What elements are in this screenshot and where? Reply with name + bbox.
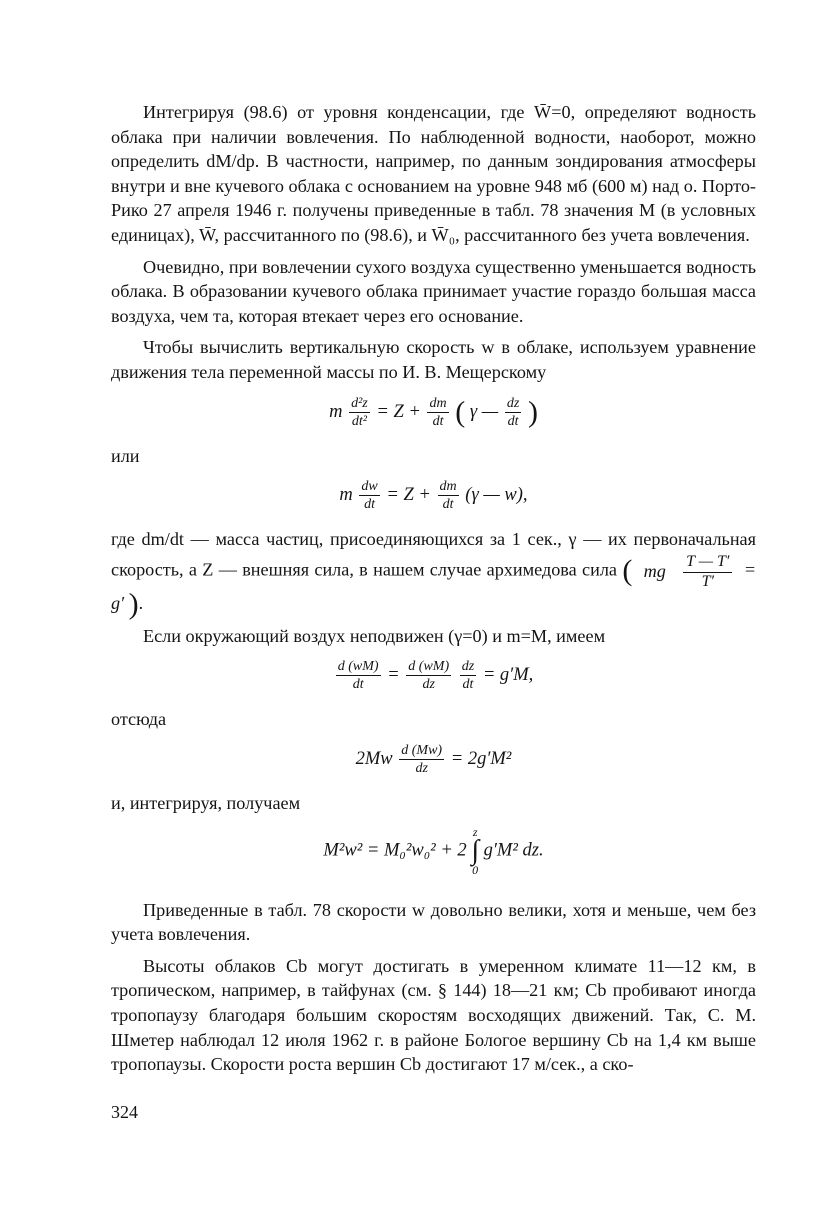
- eq4-frac-num: d (Mw): [401, 743, 443, 759]
- page-content: [111, 100, 756, 1077]
- equation-5: [111, 826, 756, 876]
- eq4-tail: = 2g′M²: [450, 748, 512, 769]
- eq5-lhs: M²w² = M₀²w₀² + 2: [323, 839, 467, 860]
- eq2-lhs: m: [339, 484, 353, 505]
- eq1-frac-1-den: dt²: [351, 413, 367, 429]
- paragraph-4-text: где dm/dt — масса частиц, присоединяющихся за 1 сек., γ — их первоначальная скорость, а Z — внешняя сила, в нашем случае архимедова сила: [111, 529, 756, 580]
- paragraph-1: Интегрируя (98.6) от уровня конденсации, где W̄=0, определяют водность облака при наличии вовлечения. По наблюденной водности, наоборот, можно определить dM/dp. В частности, например, по данным зондирования атмосферы внутри и вне кучевого облака с основанием на уровне 948 мб (600 м) над о. Порто-Рико 27 апреля 1946 г. получены приведенные в табл. 78 значения M (в условных единицах), W̄, рассчитанного по (98.6), и W̄₀, рассчитанного без учета вовлечения.: [111, 102, 756, 245]
- eq3-frac-2: [406, 658, 451, 693]
- equation-meshchersky-1: [111, 395, 756, 430]
- eq1-frac-3-num: dz: [506, 395, 520, 411]
- page-number: 324: [111, 1102, 138, 1122]
- paragraph-2: Очевидно, при вовлечении сухого воздуха существенно уменьшается водность облака. В образовании кучевого облака принимает участие гораздо большая масса воздуха, чем та, которая втекает через его основание.: [111, 256, 756, 326]
- eq5-tail: g′M² dz.: [483, 839, 544, 860]
- paragraph-6: Приведенные в табл. 78 скорости w довольно велики, хотя и меньше, чем без учета вовлечения.: [111, 899, 756, 945]
- integral-sign: z ∫ 0: [471, 824, 479, 877]
- eq3-frac-2-num: d (wM): [408, 659, 450, 675]
- eq4-frac-den: dz: [415, 761, 428, 777]
- eq3-frac-3-num: dz: [461, 659, 475, 675]
- label-integrating: и, интегрируя, получаем: [111, 793, 301, 814]
- equation-3: [111, 658, 756, 693]
- eq3-eq-sign: =: [387, 665, 400, 686]
- eq1-frac-1-num: d²z: [351, 395, 368, 411]
- arch-frac: [683, 552, 732, 591]
- eq1-frac-2-num: dm: [429, 395, 447, 411]
- label-or: или: [111, 445, 140, 466]
- eq1-frac-1: [349, 395, 370, 430]
- eq2-tail: (γ — w),: [465, 484, 528, 505]
- arch-paren-close: ): [128, 587, 139, 621]
- eq2-frac-1-den: dt: [364, 497, 376, 513]
- eq1-lhs: m: [329, 401, 343, 422]
- eq3-frac-1: [336, 658, 381, 693]
- paragraph-3: Чтобы вычислить вертикальную скорость w в облаке, используем уравнение движения тела переменной массы по И. В. Мещерскому: [111, 337, 756, 382]
- eq3-tail: = g′M,: [482, 665, 534, 686]
- eq1-mid: = Z +: [376, 401, 421, 422]
- eq3-frac-2-den: dz: [422, 677, 435, 693]
- arch-paren-open: (: [622, 553, 633, 587]
- eq2-frac-2-num: dm: [439, 479, 457, 495]
- eq3-frac-3: [460, 658, 476, 693]
- paragraph-4: где dm/dt — масса частиц, присоединяющихся за 1 сек., γ — их первоначальная скорость, а Z — внешняя сила, в нашем случае архимедова сила ( mg $\frac{T — T'}{T'}$ = g′ ).: [111, 529, 756, 621]
- paragraph-5: Если окружающий воздух неподвижен (γ=0) и m=M, имеем: [143, 625, 606, 646]
- eq4-frac: [399, 742, 444, 777]
- eq2-mid: = Z +: [386, 484, 431, 505]
- eq1-frac-3: [505, 395, 521, 430]
- eq4-lhs: 2Mw: [355, 748, 393, 769]
- eq3-frac-1-num: d (wM): [337, 659, 379, 675]
- arch-tail: = g′: [111, 559, 756, 613]
- equation-meshchersky-2: [111, 478, 756, 513]
- eq2-frac-2-den: dt: [442, 497, 454, 513]
- integral-upper-limit: z: [472, 824, 478, 839]
- equation-4: [111, 742, 756, 777]
- eq1-frac-2: [427, 395, 448, 430]
- eq1-frac-3-den: dt: [507, 413, 519, 429]
- label-hence: отсюда: [111, 709, 167, 730]
- eq2-frac-1-num: dw: [361, 479, 378, 495]
- eq2-frac-2: [438, 478, 459, 513]
- eq1-frac-2-den: dt: [432, 413, 444, 429]
- integral-lower-limit: 0: [472, 862, 479, 877]
- arch-frac-num: T — T′: [683, 552, 732, 573]
- eq1-paren-content: γ —: [469, 401, 499, 422]
- arch-frac-den: T′: [701, 572, 714, 590]
- eq2-frac-1: [359, 478, 379, 513]
- eq1-paren-close: ): [527, 395, 538, 429]
- eq3-frac-3-den: dt: [462, 677, 474, 693]
- arch-m: [644, 559, 666, 584]
- paragraph-7: Высоты облаков Cb могут достигать в умеренном климате 11—12 км, в тропическом, например, в тайфунах (см. § 144) 18—21 км; Cb пробивают иногда тропопаузу благодаря большим скоростям восходящих движений. Так, С. М. Шметер наблюдал 12 июля 1962 г. в районе Бологое вершину Cb на 1,4 км выше тропопаузы. Скорости роста вершин Cb достигают 17 м/сек., а ско-: [111, 955, 756, 1075]
- eq3-frac-1-den: dt: [352, 677, 364, 693]
- arch-m-text: mg: [643, 560, 666, 581]
- eq1-paren-open: (: [455, 395, 466, 429]
